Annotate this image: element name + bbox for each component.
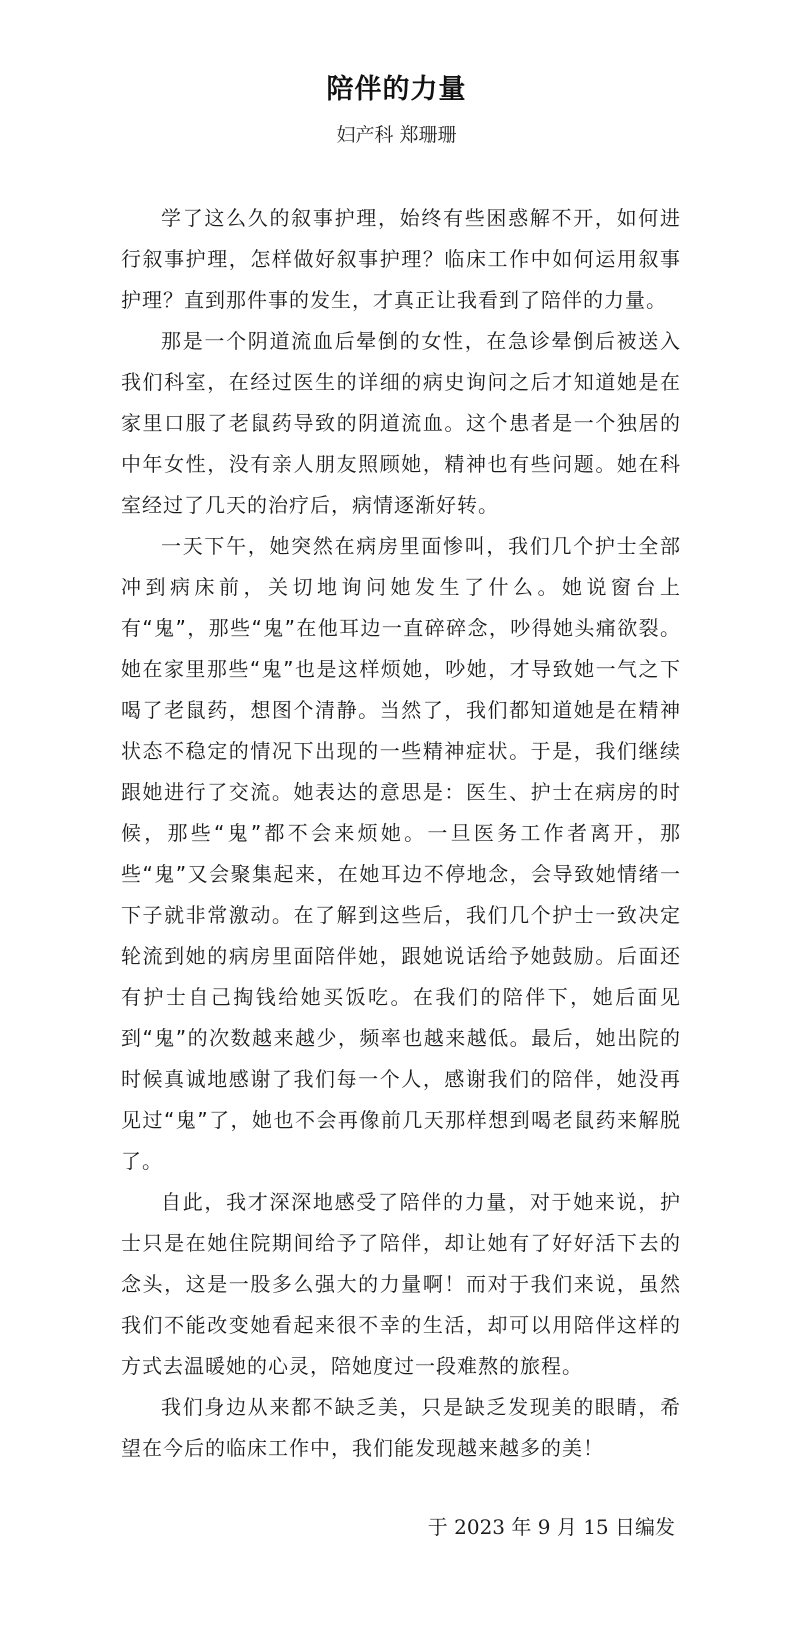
article-title: 陪伴的力量 [326,74,467,105]
paragraph-5: 我们身边从来都不缺乏美，只是缺乏发现美的眼睛，希望在今后的临床工作中，我们能发现越来越多的美！ [121,1395,681,1460]
article-body [121,198,681,1469]
paragraph-4: 自此，我才深深地感受了陪伴的力量，对于她来说，护士只是在她住院期间给予了陪伴，却让她有了好好活下去的念头，这是一股多么强大的力量啊！而对于我们来说，虽然我们不能改变她看起来很不幸的生活，却可以用陪伴这样的方式去温暖她的心灵，陪她度过一段难熬的旅程。 [121,1190,681,1378]
article-byline: 妇产科 郑珊珊 [336,124,457,146]
paragraph-3: 一天下午，她突然在病房里面惨叫，我们几个护士全部冲到病床前，关切地询问她发生了什么。她说窗台上有“鬼”，那些“鬼”在他耳边一直碎碎念，吵得她头痛欲裂。她在家里那些“鬼”也是这样烦她，吵她，才导致她一气之下喝了老鼠药，想图个清静。当然了，我们都知道她是在精神状态不稳定的情况下出现的一些精神症状。于是，我们继续跟她进行了交流。她表达的意思是：医生、护士在病房的时候，那些“鬼”都不会来烦她。一旦医务工作者离开，那些“鬼”又会聚集起来，在她耳边不停地念，会导致她情绪一下子就非常激动。在了解到这些后，我们几个护士一致决定轮流到她的病房里面陪伴她，跟她说话给予她鼓励。后面还有护士自己掏钱给她买饭吃。在我们的陪伴下，她后面见到“鬼”的次数越来越少，频率也越来越低。最后，她出院的时候真诚地感谢了我们每一个人，感谢我们的陪伴，她没再见过“鬼”了，她也不会再像前几天那样想到喝老鼠药来解脱了。 [121,534,681,1173]
paragraph-1: 学了这么久的叙事护理，始终有些困惑解不开，如何进行叙事护理，怎样做好叙事护理？临床工作中如何运用叙事护理？直到那件事的发生，才真正让我看到了陪伴的力量。 [121,206,681,312]
paragraph-2: 那是一个阴道流血后晕倒的女性，在急诊晕倒后被送入我们科室，在经过医生的详细的病史询问之后才知道她是在家里口服了老鼠药导致的阴道流血。这个患者是一个独居的中年女性，没有亲人朋友照顾她，精神也有些问题。她在科室经过了几天的治疗后，病情逐渐好转。 [121,329,681,517]
publish-date: 于 2023 年 9 月 15 日编发 [427,1515,675,1539]
